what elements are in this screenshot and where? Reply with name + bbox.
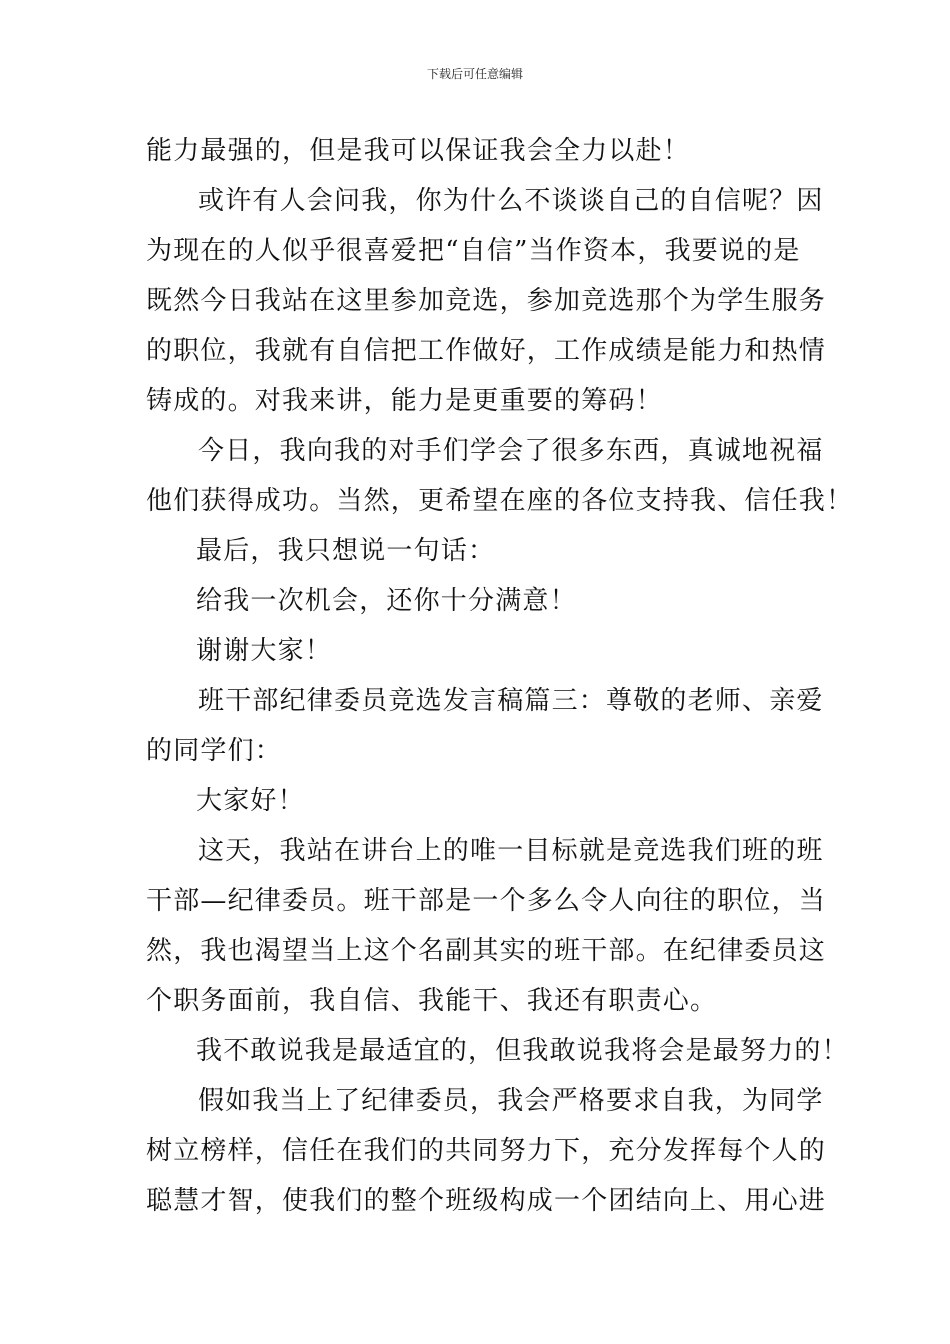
- text-line: 我不敢说我是最适宜的，但我敢说我将会是最努力的！: [196, 1036, 849, 1066]
- text-line: 假如我当上了纪律委员，我会严格要求自我，为同学: [198, 1086, 824, 1116]
- text-line: 这天，我站在讲台上的唯一目标就是竞选我们班的班: [198, 836, 824, 866]
- document-body: [146, 126, 854, 1226]
- text-line: 干部—纪律委员。班干部是一个多么令人向往的职位，当: [146, 886, 827, 916]
- text-line: 给我一次机会，还你十分满意！: [196, 586, 577, 616]
- text-line: 最后，我只想说一句话：: [196, 536, 496, 566]
- text-line: 个职务面前，我自信、我能干、我还有职责心。: [146, 986, 718, 1016]
- text-line: 能力最强的，但是我可以保证我会全力以赴！: [146, 136, 691, 166]
- text-line: 既然今日我站在这里参加竞选，参加竞选那个为学生服务: [146, 286, 827, 316]
- text-line: 树立榜样，信任在我们的共同努力下，充分发挥每个人的: [146, 1136, 827, 1166]
- text-line: 今日，我向我的对手们学会了很多东西，真诚地祝福: [198, 436, 824, 466]
- text-line: 的职位，我就有自信把工作做好，工作成绩是能力和热情: [146, 336, 827, 366]
- text-line: 谢谢大家！: [196, 636, 333, 666]
- page-header: 下载后可任意编辑: [426, 67, 523, 81]
- text-line: 聪慧才智，使我们的整个班级构成一个团结向上、用心进: [146, 1186, 827, 1216]
- text-line: 班干部纪律委员竞选发言稿篇三：尊敬的老师、亲爱: [198, 686, 824, 716]
- text-line: 大家好！: [196, 786, 305, 816]
- text-line: 然，我也渴望当上这个名副其实的班干部。在纪律委员这: [146, 936, 827, 966]
- text-line: 铸成的。对我来讲，能力是更重要的筹码！: [146, 386, 663, 416]
- text-line: 他们获得成功。当然，更希望在座的各位支持我、信任我！: [146, 486, 854, 516]
- text-line: 为现在的人似乎很喜爱把“自信”当作资本，我要说的是: [146, 236, 801, 266]
- text-line: 或许有人会问我，你为什么不谈谈自己的自信呢？因: [198, 186, 824, 216]
- text-line: 的同学们：: [146, 736, 283, 766]
